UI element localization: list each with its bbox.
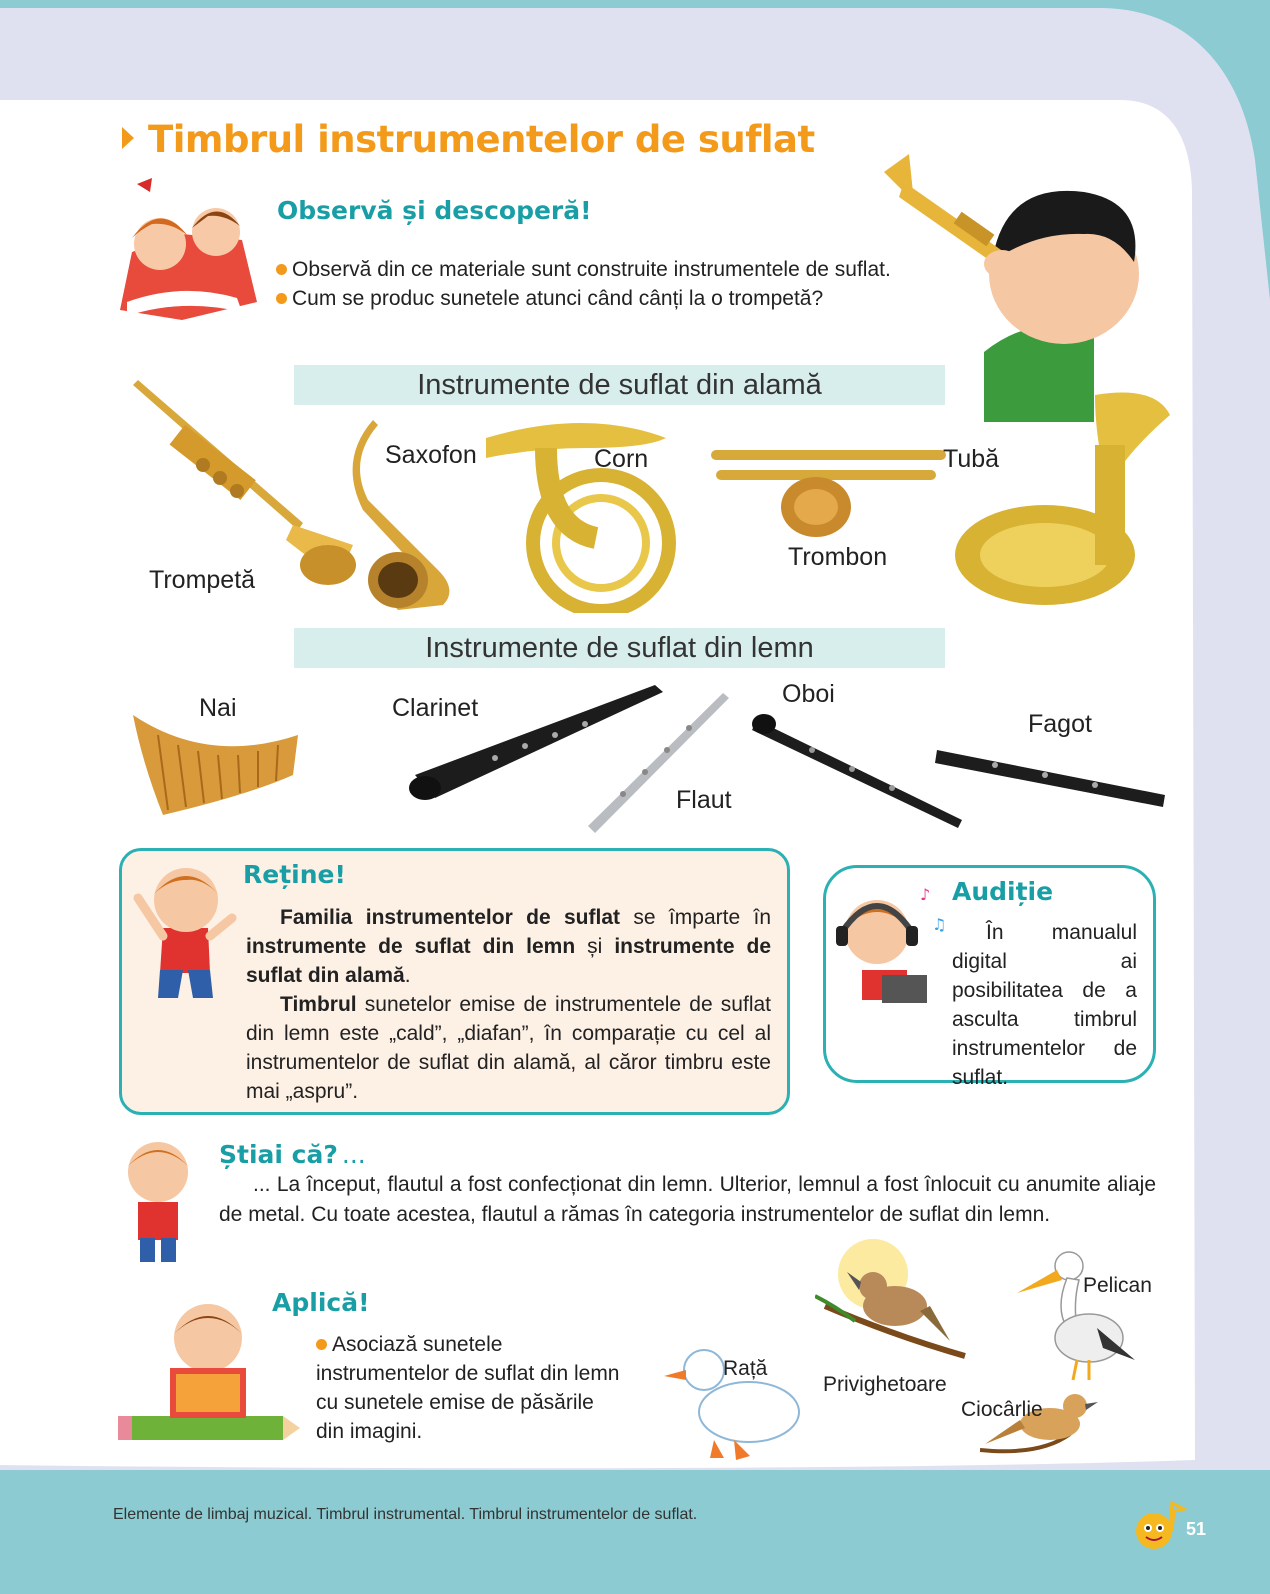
- label-flaut: Flaut: [676, 786, 732, 814]
- label-corn: Corn: [594, 445, 649, 473]
- title-arrow-icon: [122, 127, 134, 149]
- label-trompeta: Trompetă: [149, 566, 256, 594]
- flute-image: [583, 688, 733, 838]
- label-trombon: Trombon: [788, 543, 888, 571]
- retine-text: [246, 903, 771, 1106]
- horn-image: [486, 418, 696, 613]
- retine-paragraph-1: Familia instrumentelor de suflat se împarte în instrumente de suflat din lemn și instrumente de suflat din alamă.: [246, 906, 772, 987]
- nightingale-image: [815, 1236, 975, 1376]
- footer-text: Elemente de limbaj muzical. Timbrul instrumental. Timbrul instrumentelor de suflat.: [113, 1506, 698, 1523]
- page-title: Timbrul instrumentelor de suflat: [122, 118, 815, 161]
- tuba-image: [955, 385, 1175, 615]
- auditie-heading: Audiție: [952, 877, 1054, 906]
- boy-retine-illustration: [128, 858, 238, 1003]
- mascot-note-icon: [1128, 1499, 1188, 1555]
- brass-banner: Instrumente de suflat din alamă: [294, 365, 945, 405]
- svg-text:♪: ♪: [920, 885, 931, 904]
- bullet-icon: [276, 264, 287, 275]
- label-clarinet: Clarinet: [392, 694, 479, 722]
- observa-bullet-2: Cum se produc sunetele atunci când cânți la o trompetă?: [276, 287, 823, 311]
- trombone-image: [706, 445, 951, 545]
- label-pelican: Pelican: [1083, 1274, 1152, 1297]
- lark-image: [980, 1384, 1110, 1469]
- kids-reading-illustration: [112, 170, 262, 325]
- aplica-bullet: Asociază sunetele instrumentelor de suflat din lemn cu sunetele emise de păsările din imagini.: [316, 1333, 620, 1443]
- bullet-icon: [316, 1339, 327, 1350]
- label-tuba: Tubă: [943, 445, 1000, 473]
- label-nai: Nai: [199, 694, 237, 722]
- boy-reading-illustration: [118, 1298, 303, 1448]
- auditie-text: În manualul digital ai posibilitatea de a asculta timbrul instrumentelor de suflat.: [952, 921, 1137, 1089]
- svg-text:♫: ♫: [932, 915, 947, 934]
- pelican-image: [1017, 1248, 1137, 1383]
- boy-thinking-illustration: [118, 1134, 198, 1264]
- bullet-icon: [276, 293, 287, 304]
- stiai-text: ... La început, flautul a fost confecționat din lemn. Ulterior, lemnul a fost înlocuit cu anumite aliaje de metal. Cu toate acestea, flautul a rămas în categoria instrumentelor de suflat din lemn.: [219, 1173, 1156, 1226]
- label-fagot: Fagot: [1028, 710, 1092, 738]
- stiai-heading: Știai că? ...: [219, 1140, 366, 1169]
- retine-paragraph-2: Timbrul sunetelor emise de instrumentele de suflat din lemn este „cald”, „diafan”, în comparație cu cel al instrumentelor de suflat din alamă, al căror timbru este mai „aspru”.: [246, 993, 771, 1103]
- retine-heading: Reține!: [243, 860, 346, 889]
- woodwind-banner: Instrumente de suflat din lemn: [294, 628, 945, 668]
- label-rata: Rață: [723, 1357, 768, 1380]
- fagot-image: [935, 745, 1170, 815]
- aplica-heading: Aplică!: [272, 1288, 370, 1317]
- label-saxofon: Saxofon: [385, 441, 477, 469]
- label-ciocarlie: Ciocârlie: [961, 1398, 1043, 1421]
- observa-bullet-1: Observă din ce materiale sunt construite instrumentele de suflat.: [276, 258, 891, 282]
- label-oboi: Oboi: [782, 680, 835, 708]
- label-privighetoare: Privighetoare: [823, 1373, 947, 1396]
- boy-headphones-illustration: [832, 870, 952, 1010]
- page-number: 51: [1186, 1519, 1207, 1539]
- observa-heading: Observă și descoperă!: [277, 196, 592, 225]
